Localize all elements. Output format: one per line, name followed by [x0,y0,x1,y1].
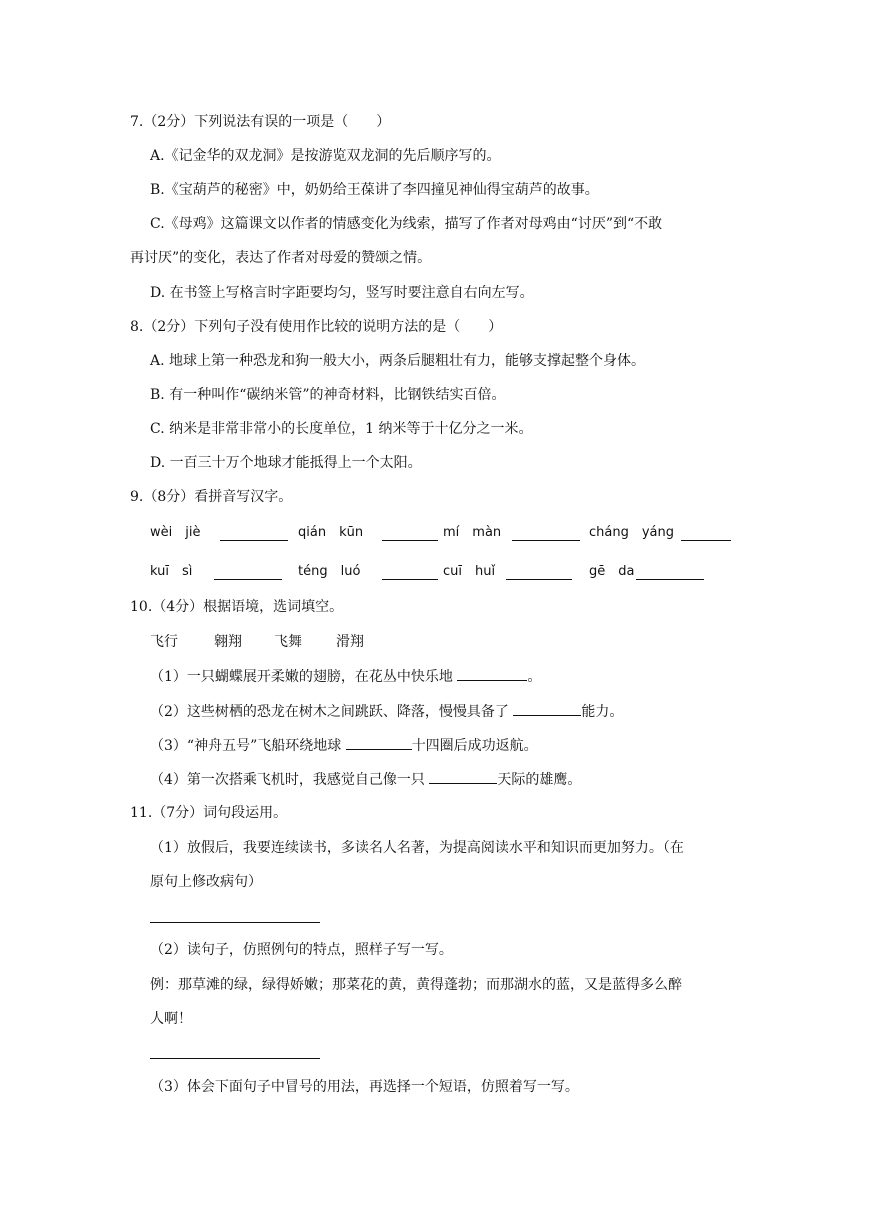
pinyin-7: cuī huǐ [443,564,496,579]
question-10-stem: 10.（4分）根据语境，选词填空。 [130,599,344,615]
pinyin-6: téng luó [298,564,361,579]
answer-blank[interactable] [681,539,731,541]
answer-blank[interactable] [513,701,581,716]
pinyin-1: wèi jiè [150,525,201,540]
answer-line[interactable] [150,921,320,923]
answer-blank[interactable] [220,539,288,541]
question-11-part-1: （1）放假后，我要连续读书，多读名人名著，为提高阅读水平和知识而更加努力。（在 [150,840,684,856]
answer-blank[interactable] [457,666,527,681]
answer-blank[interactable] [382,578,438,580]
question-7-option-b: B.《宝葫芦的秘密》中，奶奶给王葆讲了李四撞见神仙得宝葫芦的故事。 [150,182,599,198]
question-10-item-3 [150,735,538,756]
pinyin-8: gē da [589,564,635,579]
answer-line[interactable] [150,1057,320,1059]
question-8-stem: 8.（2分）下列句子没有使用作比较的说明方法的是（ ） [130,319,503,335]
question-7-option-a: A.《记金华的双龙洞》是按游览双龙洞的先后顺序写的。 [150,148,501,164]
pinyin-3: mí màn [443,525,502,540]
question-9-stem: 9.（8分）看拼音写汉字。 [130,489,293,505]
item-text-end: 能力。 [581,704,624,720]
item-text-end: 。 [527,669,542,685]
question-8-option-d: D. 一百三十万个地球才能抵得上一个太阳。 [150,455,422,471]
pinyin-4: cháng yáng [589,525,674,540]
pinyin-5: kuī sì [150,564,193,579]
question-8-option-b: B. 有一种叫作“碳纳米管”的神奇材料，比钢铁结实百倍。 [150,387,506,403]
question-11-stem: 11.（7分）词句段运用。 [130,805,288,821]
word-choice: 飞舞 [274,634,302,650]
item-text: （2）这些树栖的恐龙在树木之间跳跃、降落，慢慢具备了 [150,704,509,720]
answer-blank[interactable] [382,539,438,541]
item-text: （3）“神舟五号”飞船环绕地球 [150,738,342,754]
question-11-example: 例：那草滩的绿，绿得娇嫩；那菜花的黄，黄得蓬勃；而那湖水的蓝，又是蓝得多么醉 [150,977,682,993]
question-11-part-1-continued: 原句上修改病句） [150,874,262,890]
question-8-option-c: C. 纳米是非常非常小的长度单位，1 纳米等于十亿分之一米。 [150,421,533,437]
item-text: （1）一只蝴蝶展开柔嫩的翅膀，在花丛中快乐地 [150,669,453,685]
answer-blank[interactable] [214,578,282,580]
question-11-part-3: （3）体会下面句子中冒号的用法，再选择一个短语，仿照着写一写。 [150,1079,579,1095]
pinyin-2: qián kūn [298,525,364,540]
item-text: （4）第一次搭乘飞机时，我感觉自己像一只 [150,772,425,788]
answer-blank[interactable] [506,578,572,580]
answer-blank[interactable] [429,769,497,784]
question-8-option-a: A. 地球上第一种恐龙和狗一般大小，两条后腿粗壮有力，能够支撑起整个身体。 [150,353,646,369]
word-choice: 滑翔 [336,634,364,650]
answer-blank[interactable] [346,735,412,750]
item-text-end: 十四圈后成功返航。 [411,738,538,754]
question-7-option-c-continued: 再讨厌”的变化，表达了作者对母爱的赞颂之情。 [130,250,432,266]
word-choice: 翱翔 [214,634,242,650]
answer-blank[interactable] [636,578,704,580]
answer-blank[interactable] [512,539,580,541]
question-10-item-2 [150,701,623,722]
question-10-item-4 [150,769,581,790]
question-11-part-2: （2）读句子，仿照例句的特点，照样子写一写。 [150,942,453,958]
word-choice: 飞行 [150,634,178,650]
question-7-stem: 7.（2分）下列说法有误的一项是（ ） [130,114,391,130]
item-text-end: 天际的雄鹰。 [497,772,582,788]
question-7-option-c: C.《母鸡》这篇课文以作者的情感变化为线索，描写了作者对母鸡由“讨厌”到“不敢 [150,216,663,232]
question-7-option-d: D. 在书签上写格言时字距要均匀，竖写时要注意自右向左写。 [150,285,534,301]
question-11-example-continued: 人啊！ [150,1011,192,1027]
question-10-item-1 [150,666,541,687]
